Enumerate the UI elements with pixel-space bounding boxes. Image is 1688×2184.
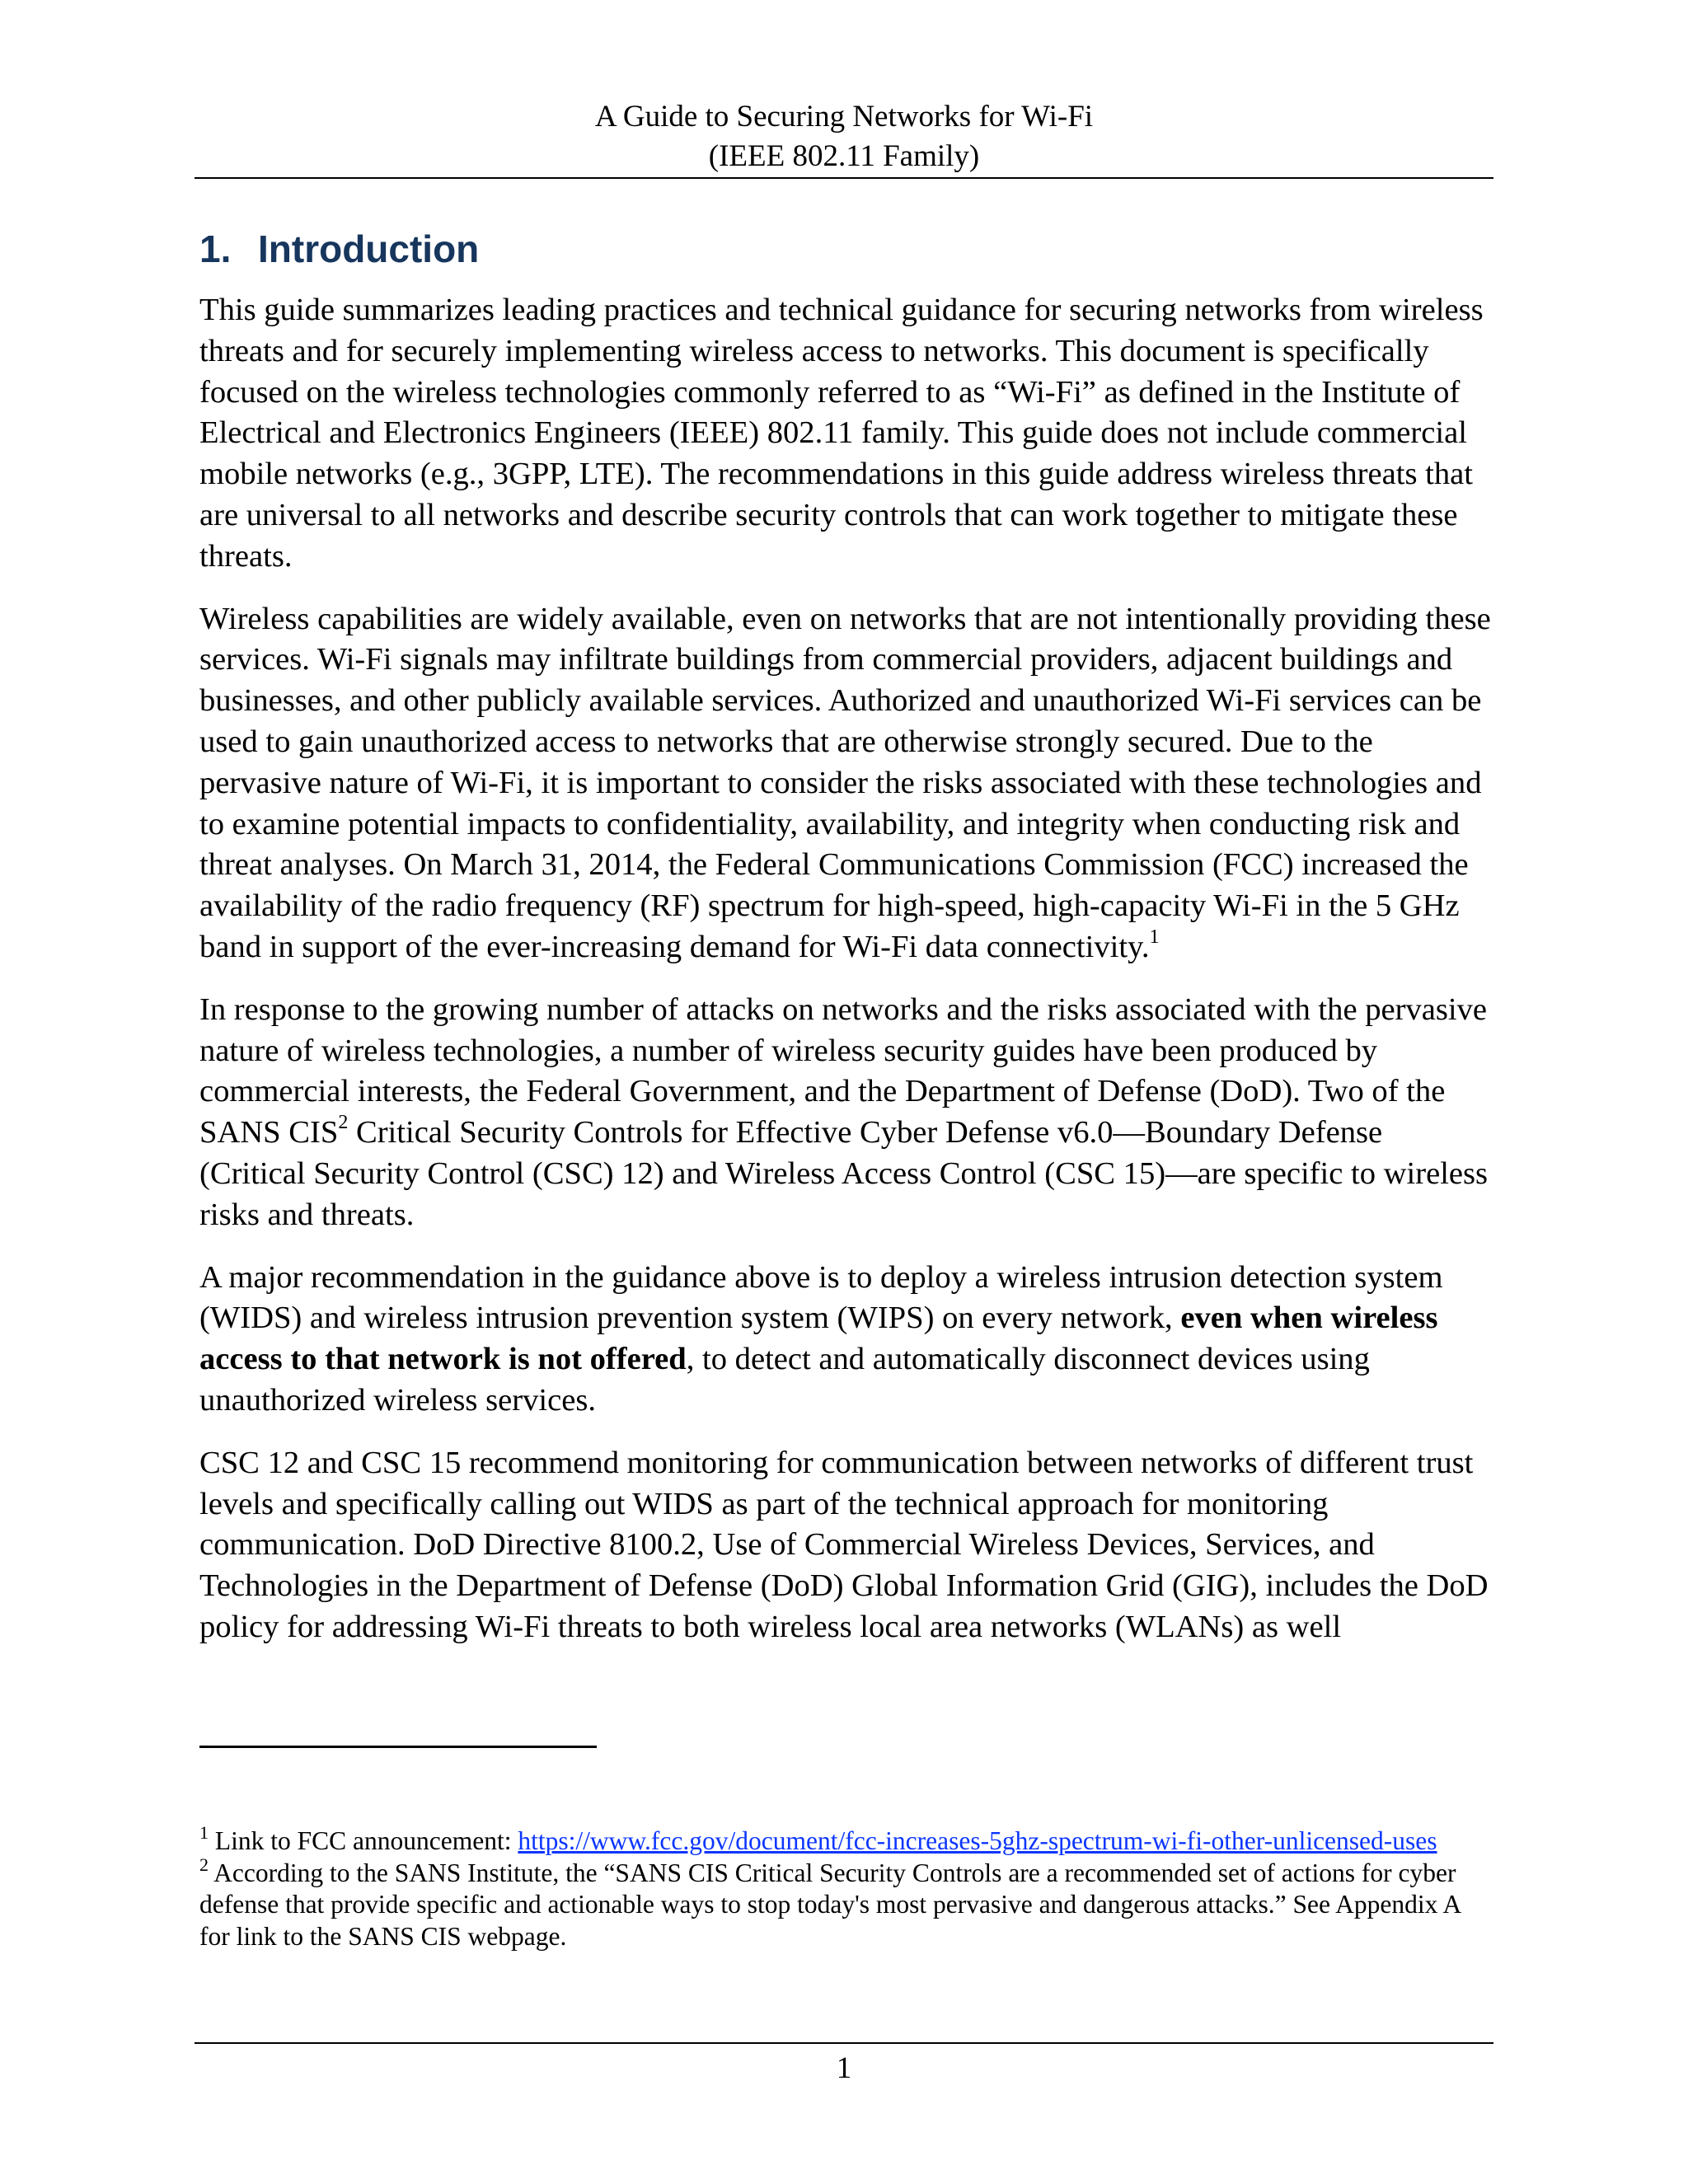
- paragraph-4-emphasis: even when wireless access to that network is not offered: [199, 1301, 1438, 1377]
- footnote-ref-2[interactable]: 2: [338, 1112, 349, 1134]
- paragraph-4-text-start: A major recommendation in the guidance above is to deploy a wireless intrusion detection system (WIDS) and wireless intrusion prevention system (WIPS) on every network,: [199, 1259, 1443, 1336]
- paragraph-1: This guide summarizes leading practices and technical guidance for securing networks from wireless threats and for securely implementing wireless access to networks. This document is specifically focused on the wireless technologies commonly referred to as “Wi-Fi” as defined in the Institute of Electrical and Electronics Engineers (IEEE) 802.11 family. This guide does not include commercial mobile networks (e.g., 3GPP, LTE). The recommendations in this guide address wireless threats that are universal to all networks and describe security controls that can work together to mitigate these threats.: [199, 293, 1484, 574]
- paragraph-2-text: Wireless capabilities are widely available, even on networks that are not intentionally providing these services. Wi-Fi signals may infiltrate buildings from commercial providers, adjacent buildings and businesses, and other publicly available services. Authorized and unauthorized Wi-Fi services can be used to gain unauthorized access to networks that are otherwise strongly secured. Due to the pervasive nature of Wi-Fi, it is important to consider the risks associated with these technologies and to examine potential impacts to confidentiality, availability, and integrity when conducting risk and threat analyses. On March 31, 2014, the Federal Communications Commission (FCC) increased the availability of the radio frequency (RF) spectrum for high-speed, high-capacity Wi-Fi in the 5 GHz band in support of the ever-increasing demand for Wi-Fi data connectivity.: [199, 601, 1491, 964]
- footnote-1-marker: 1: [199, 1822, 209, 1843]
- paragraph-3-text-start: In response to the growing number of attacks on networks and the risks associated with the pervasive nature of wireless technologies, a number of wireless security guides have been produced by commercial interests, the Federal Government, and the Department of Defense (DoD). Two of the SANS CIS: [199, 991, 1488, 1151]
- page-number: 1: [836, 2051, 852, 2085]
- section-heading: [199, 224, 479, 274]
- paragraph-3: [199, 990, 1495, 1236]
- section-number: 1.: [199, 227, 232, 270]
- paragraph-2: [199, 599, 1495, 968]
- footnote-1: [199, 1822, 1495, 1858]
- footnote-2-marker: 2: [199, 1854, 209, 1875]
- header-rule: [195, 177, 1493, 179]
- body-text: [199, 290, 1495, 1670]
- fcc-announcement-link[interactable]: https://www.fcc.gov/document/fcc-increases-5ghz-spectrum-wi-fi-other-unlicensed-uses: [518, 1826, 1437, 1855]
- paragraph-3-text-end: Critical Security Controls for Effective Cyber Defense v6.0—Boundary Defense (Critical Security Control (CSC) 12) and Wireless Access Control (CSC 15)—are specific to wireless risks and threats.: [199, 1115, 1489, 1232]
- running-header: [195, 97, 1493, 176]
- footnote-2: [199, 1854, 1495, 1953]
- header-title-line-2: (IEEE 802.11 Family): [708, 139, 980, 173]
- paragraph-4: [199, 1258, 1495, 1422]
- footnote-2-text: According to the SANS Institute, the “SANS CIS Critical Security Controls are a recommended set of actions for cyber defense that provide specific and actionable ways to stop today's most pervasive and dangerous attacks.” See Appendix A for link to the SANS CIS webpage.: [199, 1858, 1461, 1951]
- paragraph-4-text-end: , to detect and automatically disconnect devices using unauthorized wireless services.: [199, 1342, 1370, 1418]
- footnotes: [199, 1822, 1495, 1952]
- footnote-separator: [199, 1746, 597, 1748]
- footnote-ref-1[interactable]: 1: [1149, 926, 1160, 948]
- footnote-1-text: Link to FCC announcement:: [209, 1826, 518, 1855]
- paragraph-5: CSC 12 and CSC 15 recommend monitoring for communication between networks of different trust levels and specifically calling out WIDS as part of the technical approach for monitoring communication. DoD Directive 8100.2, Use of Commercial Wireless Devices, Services, and Technologies in the Department of Defense (DoD) Global Information Grid (GIG), includes the DoD policy for addressing Wi-Fi threats to both wireless local area networks (WLANs) as well: [199, 1445, 1489, 1644]
- section-title: Introduction: [258, 227, 480, 270]
- header-title-line-1: A Guide to Securing Networks for Wi-Fi: [594, 100, 1094, 134]
- footer-rule: [195, 2042, 1493, 2044]
